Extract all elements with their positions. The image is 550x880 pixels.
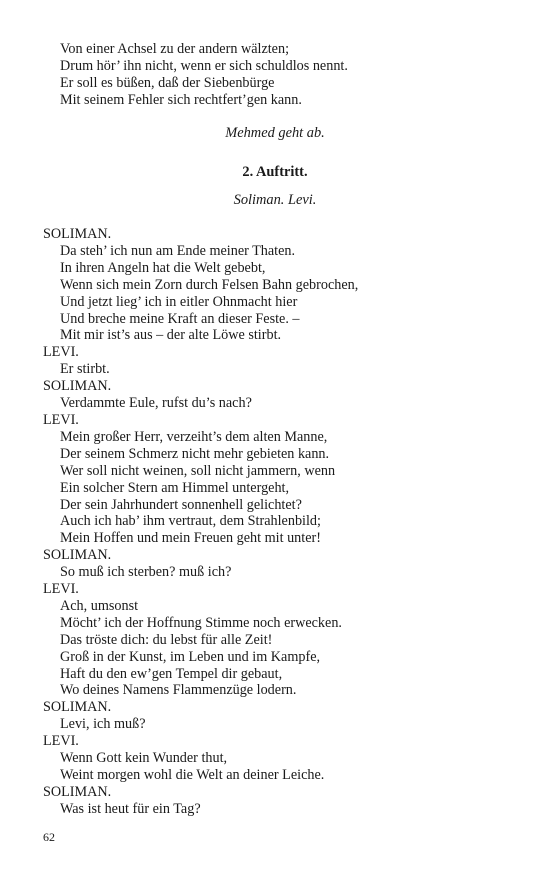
verse-line: Mein großer Herr, verzeiht’s dem alten Manne, xyxy=(60,428,328,445)
speaker-name: LEVI. xyxy=(43,733,79,750)
speech xyxy=(0,581,550,699)
verse-line: Weint morgen wohl die Welt an deiner Leiche. xyxy=(60,767,325,783)
scene-heading: 2. Auftritt. xyxy=(242,164,308,180)
dialogue xyxy=(0,226,550,818)
opening-verses xyxy=(0,41,550,109)
verse-line: Mit mir ist’s aus – der alte Löwe stirbt. xyxy=(60,327,282,344)
verse-line: Haft du den ew’gen Tempel dir gebaut, xyxy=(60,665,283,682)
verse-line: Wenn sich mein Zorn durch Felsen Bahn gebrochen, xyxy=(60,276,359,293)
verse-line: Levi, ich muß? xyxy=(60,716,146,733)
verse-line: Wenn Gott kein Wunder thut, xyxy=(60,750,228,767)
verse-line: Und breche meine Kraft an dieser Feste. – xyxy=(60,310,300,327)
speaker-name: LEVI. xyxy=(43,344,79,361)
speech xyxy=(0,344,550,378)
speech xyxy=(0,733,550,784)
speaker-name: SOLIMAN. xyxy=(43,226,112,242)
speaker-name: SOLIMAN. xyxy=(43,699,112,716)
verse-line: Ein solcher Stern am Himmel untergeht, xyxy=(60,479,290,496)
stage-direction: Mehmed geht ab. xyxy=(225,125,325,141)
page-number: 62 xyxy=(43,830,55,844)
speech xyxy=(0,412,550,547)
verse-line: Was ist heut für ein Tag? xyxy=(60,800,201,817)
speech xyxy=(0,378,550,412)
verse-line: Auch ich hab’ ihm vertraut, dem Strahlenbild; xyxy=(60,513,321,530)
verse-line: Er soll es büßen, daß der Siebenbürge xyxy=(60,74,275,91)
verse-line: Der sein Jahrhundert sonnenhell gelichtet? xyxy=(60,496,302,513)
verse-line: Und jetzt lieg’ ich in eitler Ohnmacht hier xyxy=(60,293,298,310)
verse-line: Verdammte Eule, rufst du’s nach? xyxy=(60,395,252,412)
verse-line: Der seinem Schmerz nicht mehr gebieten kann. xyxy=(60,445,330,462)
verse-line: Drum hör’ ihn nicht, wenn er sich schuldlos nennt. xyxy=(60,57,348,74)
speech xyxy=(0,547,550,581)
verse-line: Mit seinem Fehler sich rechtfert’gen kann. xyxy=(60,91,302,108)
scene-characters: Soliman. Levi. xyxy=(233,192,317,208)
verse-line: Möcht’ ich der Hoffnung Stimme noch erwecken. xyxy=(60,614,342,631)
verse-line: Von einer Achsel zu der andern wälzten; xyxy=(60,41,290,57)
verse-line: Mein Hoffen und mein Freuen geht mit unter! xyxy=(60,530,321,547)
speaker-name: SOLIMAN. xyxy=(43,783,112,800)
verse-line: Ach, umsonst xyxy=(60,597,139,614)
verse-line: Wer soll nicht weinen, soll nicht jammern, wenn xyxy=(60,462,336,479)
speech xyxy=(0,699,550,733)
speech xyxy=(0,226,550,344)
speaker-name: LEVI. xyxy=(43,581,79,598)
verse-line: Wo deines Namens Flammenzüge lodern. xyxy=(60,682,297,699)
verse-line: Da steh’ ich nun am Ende meiner Thaten. xyxy=(60,242,296,259)
verse-line: In ihren Angeln hat die Welt gebebt, xyxy=(60,259,266,276)
verse-line: So muß ich sterben? muß ich? xyxy=(60,564,232,581)
speech xyxy=(0,784,550,818)
speaker-name: LEVI. xyxy=(43,411,79,428)
speaker-name: SOLIMAN. xyxy=(43,378,112,395)
verse-line: Groß in der Kunst, im Leben und im Kampfe, xyxy=(60,648,321,665)
speaker-name: SOLIMAN. xyxy=(43,547,112,564)
verse-line: Das tröste dich: du lebst für alle Zeit! xyxy=(60,631,273,648)
verse-line: Er stirbt. xyxy=(60,361,110,378)
